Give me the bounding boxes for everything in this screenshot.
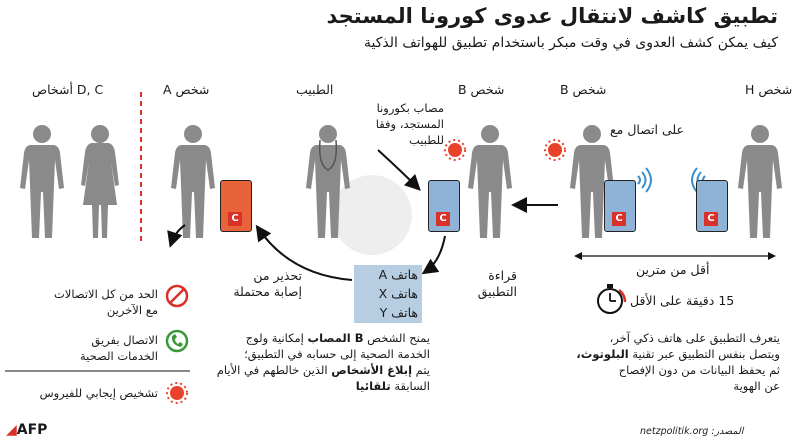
app-contact-row: هاتف Y — [379, 305, 418, 320]
person-a-figure — [171, 125, 215, 238]
label-fifteen-minutes: 15 دقيقة على الأقل — [630, 293, 735, 308]
legend-item: الحد من كل الاتصالات مع الآخرين — [53, 287, 158, 317]
person-d-figure — [81, 125, 119, 238]
label-person-a: شخص A — [163, 82, 210, 97]
label-person-b-right: شخص B — [560, 82, 607, 97]
label-persons-dc: D, C أشخاص — [32, 82, 104, 97]
app-c-badge: C — [612, 212, 626, 226]
label-warning: تحذير من إصابة محتملة — [233, 268, 302, 299]
afp-logo: ◢AFP — [6, 422, 48, 438]
app-c-badge: C — [228, 212, 242, 226]
app-contact-row: هاتف A — [378, 267, 418, 282]
app-contact-list — [354, 265, 422, 323]
phone-call-icon — [167, 331, 187, 351]
label-read-app: قراءة التطبيق — [477, 268, 517, 299]
right-description: يتعرف التطبيق على هاتف ذكي آخر، ويتصل بنفس التطبيق عبر تقنية البلوتوث، ثم يحفظ البيانات من دون الإفصاح عن الهوية — [576, 331, 780, 393]
app-c-badge: C — [436, 212, 450, 226]
app-c-badge: C — [704, 212, 718, 226]
arrow-phone-to-app — [425, 236, 445, 272]
stopwatch-icon — [598, 284, 625, 313]
label-person-h: شخص H — [745, 82, 792, 97]
legend-item: الاتصال بفريق الخدمات الصحية — [79, 333, 158, 363]
no-entry-icon — [167, 286, 187, 306]
page-title: تطبيق كاشف لانتقال عدوى كورونا المستجد — [326, 4, 778, 28]
label-doctor: الطبيب — [296, 82, 334, 97]
person-h-figure — [738, 125, 782, 238]
phone-b — [428, 180, 460, 232]
virus-icon — [545, 140, 565, 160]
legend-item: تشخيص إيجابي للفيروس — [39, 386, 158, 400]
bluetooth-waves-icon — [638, 168, 705, 192]
virus-icon — [445, 140, 465, 160]
phone-b-right — [604, 180, 636, 232]
person-c-figure — [20, 125, 64, 238]
phone-a — [220, 180, 252, 232]
afp-logo-icon: ◢ — [6, 422, 17, 438]
phone-h — [696, 180, 728, 232]
middle-description: يمنح الشخص B المصاب إمكانية ولوج الخدمة الصحية إلى حسابه في التطبيق؛ يتم إبلاغ الأشخاص الذين خالطهم في الأيام السابقة تلقائيا — [216, 331, 430, 393]
watermark-ball — [332, 175, 412, 255]
label-in-contact-with: على اتصال مع — [610, 122, 684, 137]
label-less-than-two-meters: أقل من مترين — [636, 262, 710, 277]
page-subtitle: كيف يمكن كشف العدوى في وقت مبكر باستخدام تطبيق للهواتف الذكية — [364, 35, 778, 51]
person-b-figure — [468, 125, 512, 238]
label-person-b: شخص B — [458, 82, 505, 97]
app-contact-row: هاتف X — [378, 286, 418, 301]
source-credit: المصدر: netzpolitik.org — [640, 426, 744, 437]
label-infected: مصاب بكورونا المستجد، وفقا للطبيب — [375, 101, 444, 147]
virus-icon — [167, 383, 187, 403]
